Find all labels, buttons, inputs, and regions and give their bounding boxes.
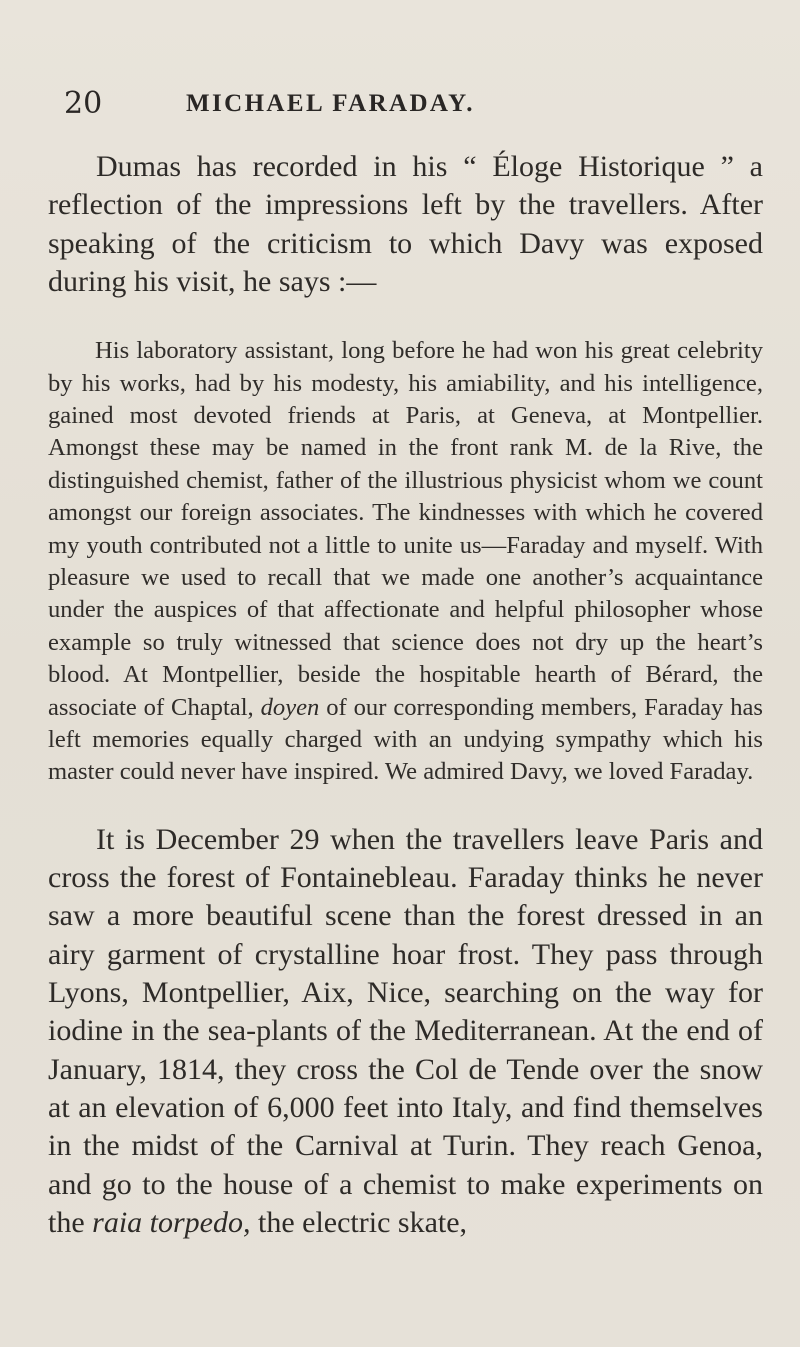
intro-paragraph: Dumas has recorded in his “ Éloge Historique ” a reflection of the impressions left by the travellers. After speaking of the criticism to which Davy was exposed during his visit, he says :— xyxy=(48,150,763,298)
quote-text-part-1: His laboratory assistant, long before he had won his great celebrity by his works, had by his modesty, his amiability, and his intelligence, gained most devoted friends at Paris, at Geneva, at Montpellier. Amongst these may be named in the front rank M. de la Rive, the distinguished chemist, father of the illustrious physicist whom we count amongst our foreign associates. The kindnesses with which he covered my youth contributed not a little to unite us—Faraday and myself. With pleasure we used to recall that we made one another’s acquaintance under the auspices of that affectionate and helpful philosopher whose example so truly witnessed that science does not dry up the heart’s blood. At Montpellier, beside the hospitable hearth of Bérard, the associate of Chaptal, xyxy=(48,337,763,721)
second-paragraph-part-2: the electric skate, xyxy=(258,1205,468,1239)
page-number: 20 xyxy=(64,86,103,121)
page-body xyxy=(48,148,763,1242)
quote-text-part-2: of our corresponding members, Faraday has left memories equally charged with an undying sympathy which his master could never have inspired. We admired Davy, we loved Faraday. xyxy=(48,693,763,786)
italic-raia-torpedo: raia torpedo, xyxy=(92,1205,251,1239)
block-quote xyxy=(48,335,763,789)
running-head: MICHAEL FARADAY. xyxy=(186,90,475,117)
italic-doyen: doyen xyxy=(260,693,320,721)
second-paragraph xyxy=(48,821,763,1242)
second-paragraph-part-1: It is December 29 when the travellers leave Paris and cross the forest of Fontainebleau. Faraday thinks he never saw a more beautiful scene than the forest dressed in an airy garment of crystalline hoar frost. They pass through Lyons, Montpellier, Aix, Nice, searching on the way for iodine in the sea-plants of the Mediterranean. At the end of January, 1814, they cross the Col de Tende over the snow at an elevation of 6,000 feet into Italy, and find themselves in the midst of the Carnival at Turin. They reach Genoa, and go to the house of a chemist to make experiments on the xyxy=(48,822,763,1239)
page-header xyxy=(0,84,800,124)
